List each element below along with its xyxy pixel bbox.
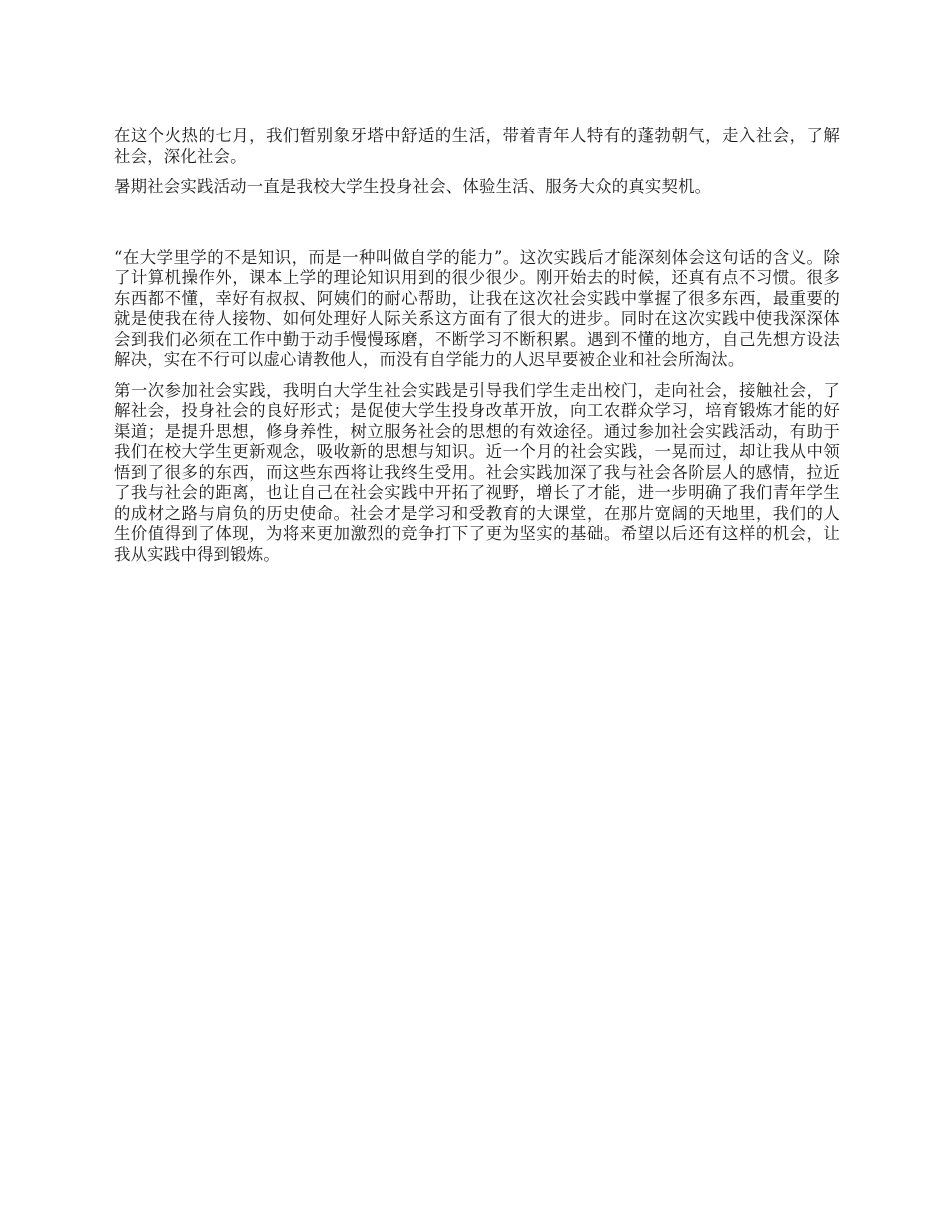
paragraph-intro: 在这个火热的七月，我们暂别象牙塔中舒适的生活，带着青年人特有的蓬勃朝气，走入社会，了解社会，深化社会。 (114, 126, 840, 166)
paragraph-first-practice: 第一次参加社会实践，我明白大学生社会实践是引导我们学生走出校门，走向社会，接触社会，了解社会，投身社会的良好形式；是促使大学生投身改革开放，向工农群众学习，培育锻炼才能的好渠道；是提升思想，修身养性，树立服务社会的思想的有效途径。通过参加社会实践活动，有助于我们在校大学生更新观念，吸收新的思想与知识。近一个月的社会实践，一晃而过，却让我从中领悟到了很多的东西，而这些东西将让我终生受用。社会实践加深了我与社会各阶层人的感情，拉近了我与社会的距离，也让自己在社会实践中开拓了视野，增长了才能，进一步明确了我们青年学生的成材之路与肩负的历史使命。社会才是学习和受教育的大课堂，在那片宽阔的天地里，我们的人生价值得到了体现，为将来更加激烈的竞争打下了更为坚实的基础。希望以后还有这样的机会，让我从实践中得到锻炼。 (114, 380, 840, 564)
paragraph-spacer (114, 208, 840, 248)
paragraph-self-learning: “在大学里学的不是知识，而是一种叫做自学的能力”。这次实践后才能深刻体会这句话的含义。除了计算机操作外，课本上学的理论知识用到的很少很少。刚开始去的时候，还真有点不习惯。很多东西都不懂，幸好有叔叔、阿姨们的耐心帮助，让我在这次社会实践中掌握了很多东西，最重要的就是使我在待人接物、如何处理好人际关系这方面有了很大的进步。同时在这次实践中使我深深体会到我们必须在工作中勤于动手慢慢琢磨，不断学习不断积累。遇到不懂的地方，自己先想方设法解决，实在不行可以虚心请教他人，而没有自学能力的人迟早要被企业和社会所淘汰。 (114, 247, 840, 369)
paragraph-opportunity: 暑期社会实践活动一直是我校大学生投身社会、体验生活、服务大众的真实契机。 (114, 177, 712, 196)
document-body (114, 126, 840, 575)
